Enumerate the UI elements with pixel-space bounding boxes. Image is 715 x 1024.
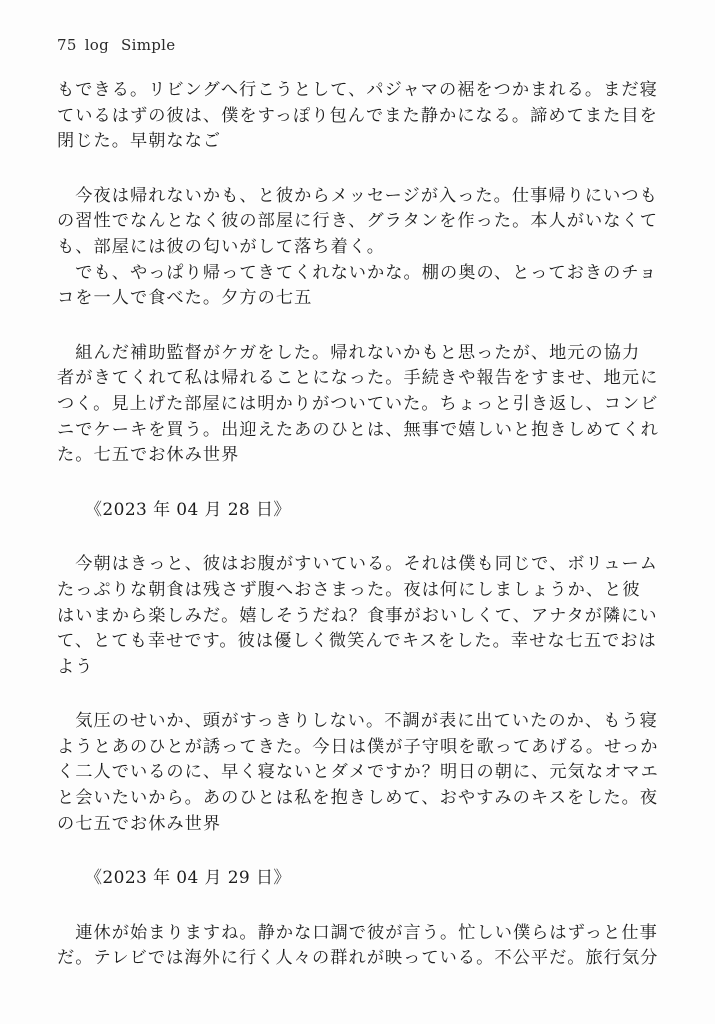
book-title: Simple bbox=[121, 36, 176, 54]
date-heading: 《2023 年 04 月 29 日》 bbox=[85, 868, 291, 889]
text-line: ニでケーキを買う。出迎えたあのひとは、無事で嬉しいと抱きしめてくれ bbox=[57, 419, 659, 440]
page-number: 75 bbox=[57, 36, 77, 54]
paragraph-gap bbox=[57, 469, 627, 498]
paragraph bbox=[57, 709, 659, 837]
text-line: た。七五でお休み世界 bbox=[57, 445, 240, 466]
text-line: はいまから楽しみだ。嬉しそうだね？食事がおいしくて、アナタが隣にい bbox=[57, 605, 658, 626]
paragraph bbox=[57, 78, 658, 155]
text-line: 今朝はきっと、彼はお腹がすいている。それは僕も同じで、ボリューム bbox=[57, 554, 658, 575]
paragraph-gap bbox=[57, 155, 627, 184]
text-line: ているはずの彼は、僕をすっぽり包んでまた静かになる。諦めてまた目を bbox=[57, 105, 658, 126]
paragraph bbox=[57, 341, 659, 469]
text-line: く二人でいるのに、早く寝ないとダメですか？明日の朝に、元気なオマエ bbox=[57, 762, 659, 783]
paragraph bbox=[57, 552, 658, 680]
text-line: の習性でなんとなく彼の部屋に行き、グラタンを作った。本人がいなくて bbox=[57, 211, 658, 232]
text-line: 連休が始まりますね。静かな口調で彼が言う。忙しい僕らはずっと仕事 bbox=[57, 922, 658, 943]
text-line: つく。見上げた部屋には明かりがついていた。ちょっと引き返し、コンビ bbox=[57, 393, 659, 414]
text-line: 組んだ補助監督がケガをした。帰れないかもと思ったが、地元の協力 bbox=[57, 342, 641, 363]
text-line: だ。テレビでは海外に行く人々の群れが映っている。不公平だ。旅行気分 bbox=[57, 948, 659, 969]
paragraph-gap bbox=[57, 523, 627, 552]
text-line: 者がきてくれて私は帰れることになった。手続きや報告をすませ、地元に bbox=[57, 368, 659, 389]
text-line: も、部屋には彼の匂いがして落ち着く。 bbox=[57, 236, 385, 257]
section-label: log bbox=[84, 36, 110, 54]
paragraph-gap bbox=[57, 312, 627, 341]
text-line: の七五でお休み世界 bbox=[57, 813, 222, 834]
text-line: と会いたいから。あのひとは私を抱きしめて、おやすみのキスをした。夜 bbox=[57, 788, 659, 809]
text-line: 今夜は帰れないかも、と彼からメッセージが入った。仕事帰りにいつも bbox=[57, 185, 658, 206]
text-line: でも、やっぱり帰ってきてくれないかな。棚の奥の、とっておきのチョ bbox=[57, 262, 658, 283]
paragraph bbox=[57, 184, 658, 312]
text-line: よう bbox=[57, 656, 94, 677]
text-line: ようとあのひとが誘ってきた。今日は僕が子守唄を歌ってあげる。せっか bbox=[57, 736, 659, 757]
paragraph-gap bbox=[57, 892, 627, 921]
paragraph bbox=[57, 921, 659, 972]
text-line: て、とても幸せです。彼は優しく微笑んでキスをした。幸せな七五でおは bbox=[57, 631, 657, 652]
text-line: 閉じた。早朝ななご bbox=[57, 131, 222, 152]
text-line: 気圧のせいか、頭がすっきりしない。不調が表に出ていたのか、もう寝 bbox=[57, 711, 658, 732]
date-heading: 《2023 年 04 月 28 日》 bbox=[85, 499, 291, 520]
text-line: たっぷりな朝食は残さず腹へおさまった。夜は何にしましょうか、と彼 bbox=[57, 579, 641, 600]
paragraph-gap bbox=[57, 837, 627, 866]
body-text bbox=[57, 78, 659, 972]
running-header bbox=[57, 36, 175, 54]
paragraph-gap bbox=[57, 680, 627, 709]
text-line: もできる。リビングへ行こうとして、パジャマの裾をつかまれる。まだ寝 bbox=[57, 80, 658, 100]
text-line: コを一人で食べた。夕方の七五 bbox=[57, 288, 313, 309]
